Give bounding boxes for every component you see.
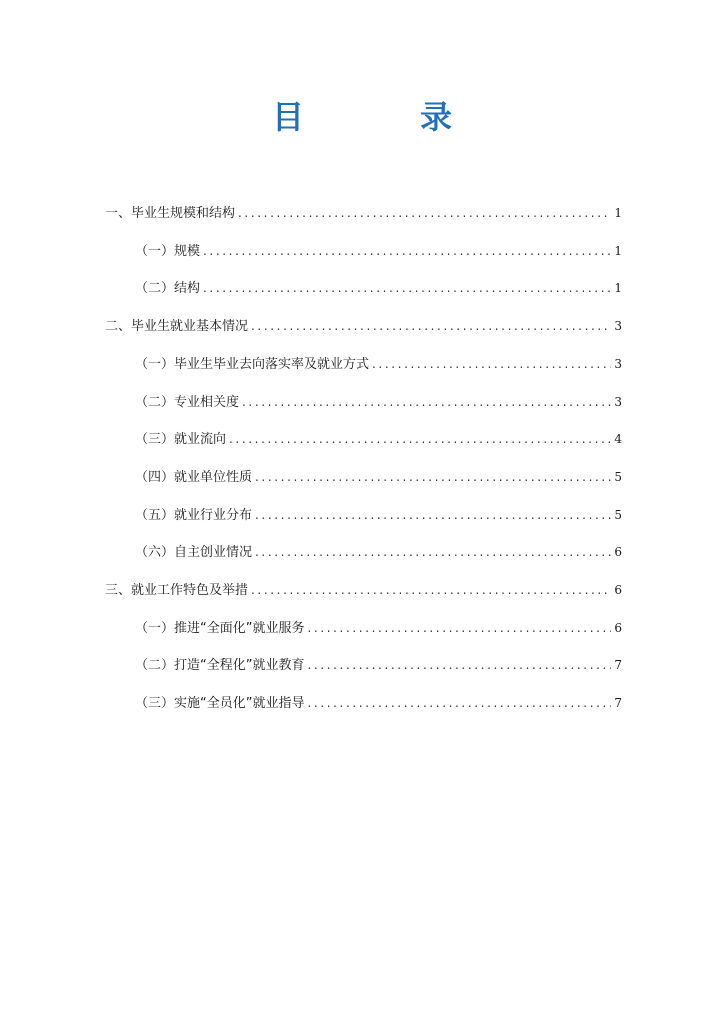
toc-entry-section-3-2[interactable]: [135, 653, 622, 677]
toc-page-number: 7: [614, 658, 622, 673]
toc-entry-section-2-3[interactable]: [135, 427, 622, 451]
toc-entry-section-3[interactable]: [105, 578, 622, 602]
toc-entry-label: （一）毕业生毕业去向落实率及就业方式: [135, 356, 370, 372]
toc-entry-section-2[interactable]: [105, 314, 622, 338]
toc-page-number: 1: [614, 281, 622, 296]
toc-entry-label: （一）规模: [135, 243, 201, 259]
toc-page-number: 5: [614, 507, 622, 522]
dot-leader: [251, 578, 611, 602]
toc-page-number: 6: [614, 545, 622, 560]
toc-page-number: 4: [614, 432, 622, 447]
toc-entry-label: 一、毕业生规模和结构: [105, 206, 236, 221]
dot-leader: [372, 352, 611, 376]
toc-entry-label: （二）打造“全程化”就业教育: [135, 658, 305, 674]
dot-leader: [203, 239, 611, 263]
toc-page-number: 6: [614, 620, 622, 635]
dot-leader: [255, 503, 611, 527]
toc-page-number: 3: [614, 394, 622, 409]
toc-entry-label: （四）就业单位性质: [135, 469, 253, 485]
toc-entry-section-1-1[interactable]: [135, 239, 622, 263]
dot-leader: [251, 314, 611, 338]
dot-leader: [242, 390, 611, 414]
toc-page-number: 6: [614, 583, 622, 597]
toc-page-number: 3: [614, 356, 622, 371]
toc-entry-label: （三）就业流向: [135, 432, 227, 448]
toc-entry-label: 三、就业工作特色及举措: [105, 583, 249, 598]
dot-leader: [255, 465, 611, 489]
toc-entry-section-2-2[interactable]: [135, 390, 622, 414]
toc-entry-label: （二）专业相关度: [135, 394, 240, 410]
toc-entry-section-3-1[interactable]: [135, 616, 622, 640]
toc-page-number: 7: [614, 696, 622, 711]
dot-leader: [238, 201, 611, 225]
toc-entry-section-2-5[interactable]: [135, 503, 622, 527]
toc-page-number: 3: [614, 319, 622, 334]
toc-entry-section-2-1[interactable]: [135, 352, 622, 376]
page-title: 目 录: [271, 98, 494, 136]
toc-entry-label: 二、毕业生就业基本情况: [105, 319, 249, 335]
toc-page-number: 1: [614, 206, 622, 220]
toc-entry-section-3-3[interactable]: [135, 691, 622, 715]
toc-entry-section-1[interactable]: [105, 201, 622, 225]
toc-entry-label: （五）就业行业分布: [135, 507, 253, 523]
toc-entry-label: （二）结构: [135, 281, 201, 297]
toc-page-number: 1: [614, 243, 622, 258]
dot-leader: [229, 427, 611, 451]
toc-page-number: 5: [614, 469, 622, 484]
toc-entry-label: （六）自主创业情况: [135, 545, 253, 561]
dot-leader: [307, 616, 611, 640]
dot-leader: [203, 276, 611, 300]
toc-entry-label: （一）推进“全面化”就业服务: [135, 620, 305, 636]
toc-entry-label: （三）实施“全员化”就业指导: [135, 696, 305, 712]
dot-leader: [255, 540, 611, 564]
dot-leader: [307, 691, 611, 715]
toc-entry-section-2-6[interactable]: [135, 540, 622, 564]
dot-leader: [307, 653, 611, 677]
toc-entry-section-1-2[interactable]: [135, 276, 622, 300]
toc-entry-section-2-4[interactable]: [135, 465, 622, 489]
